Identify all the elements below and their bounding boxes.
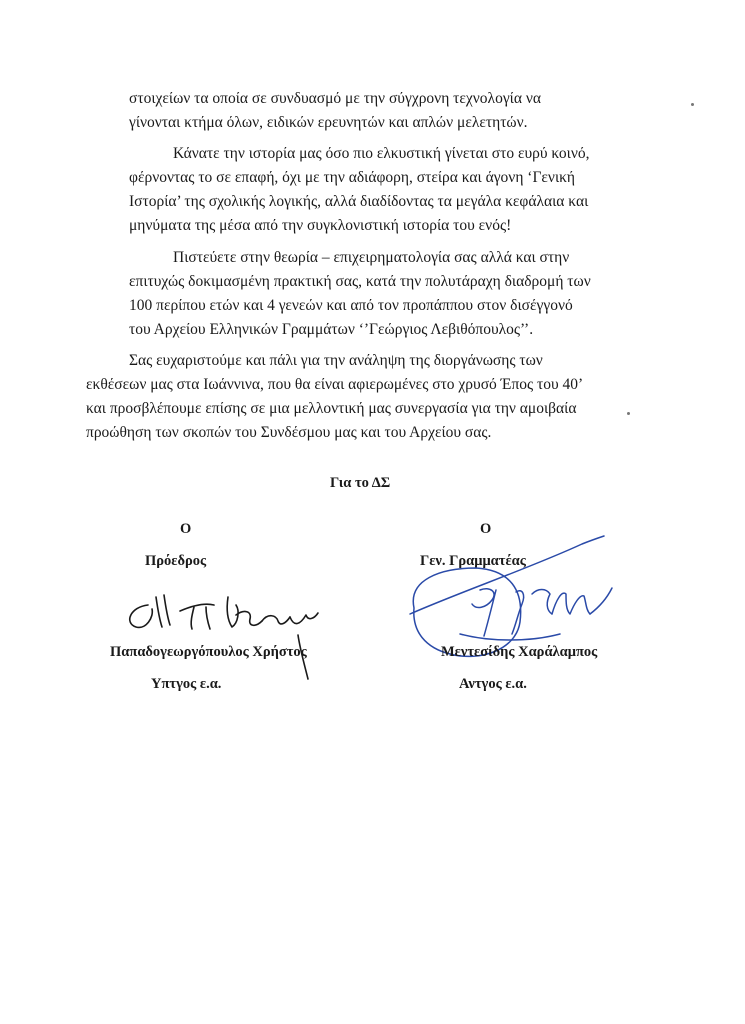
- signatory-left-article: Ο: [180, 521, 192, 537]
- paragraph-4-line-3: και προσβλέπουμε επίσης σε μια μελλοντική μας συνεργασία για την αμοιβαία: [86, 400, 577, 417]
- signatory-left-name: Παπαδογεωργόπουλος Χρήστος: [110, 644, 307, 660]
- closing-for-board: Για το ΔΣ: [330, 475, 391, 491]
- signatory-right-article: Ο: [480, 521, 492, 537]
- paragraph-4-line-4: προώθηση των σκοπών του Συνδέσμου μας και του Αρχείου σας.: [86, 424, 492, 441]
- scan-dot: [627, 412, 630, 415]
- paragraph-2-line-3: Ιστορία’ της σχολικής λογικής, αλλά διαδίδοντας τα μεγάλα κεφάλαια και: [129, 193, 589, 210]
- signatory-right-name: Μεντεσίδης Χαράλαμπος: [441, 644, 598, 660]
- paragraph-3-line-2: επιτυχώς δοκιμασμένη πρακτική σας, κατά την πολυτάραχη διαδρομή των: [129, 273, 591, 290]
- signatory-left-title: Πρόεδρος: [145, 553, 207, 569]
- paragraph-2-line-4: μηνύματα της μέσα από την συγκλονιστική ιστορία του ενός!: [129, 217, 512, 234]
- signature-left: [110, 575, 350, 685]
- paragraph-2-line-2: φέρνοντας το σε επαφή, όχι με την αδιάφορη, στείρα και άγονη ‘Γενική: [129, 169, 576, 186]
- paragraph-2-line-1: Κάνατε την ιστορία μας όσο πιο ελκυστική γίνεται στο ευρύ κοινό,: [173, 145, 590, 162]
- signatory-right-rank: Αντγος ε.α.: [459, 676, 527, 692]
- paragraph-3-line-1: Πιστεύετε στην θεωρία – επιχειρηματολογία σας αλλά και στην: [173, 249, 570, 266]
- paragraph-1-line-1: στοιχείων τα οποία σε συνδυασμό με την σύγχρονη τεχνολογία να: [129, 90, 541, 107]
- signatory-right-title: Γεν. Γραμματέας: [420, 553, 526, 569]
- paragraph-3-line-4: του Αρχείου Ελληνικών Γραμμάτων ‘’Γεώργιος Λεβιθόπουλος’’.: [129, 321, 534, 338]
- signatory-left-rank: Υπτγος ε.α.: [151, 676, 222, 692]
- paragraph-4-line-2: εκθέσεων μας στα Ιωάννινα, που θα είναι αφιερωμένες στο χρυσό Έπος του 40’: [86, 376, 584, 393]
- paragraph-3-line-3: 100 περίπου ετών και 4 γενεών και από τον προπάππου στον δισέγγονό: [129, 297, 573, 314]
- paragraph-4-line-1: Σας ευχαριστούμε και πάλι για την ανάληψη της διοργάνωσης των: [129, 352, 543, 369]
- scan-dot: [691, 103, 694, 106]
- paragraph-1-line-2: γίνονται κτήμα όλων, ειδικών ερευνητών και απλών μελετητών.: [129, 114, 528, 131]
